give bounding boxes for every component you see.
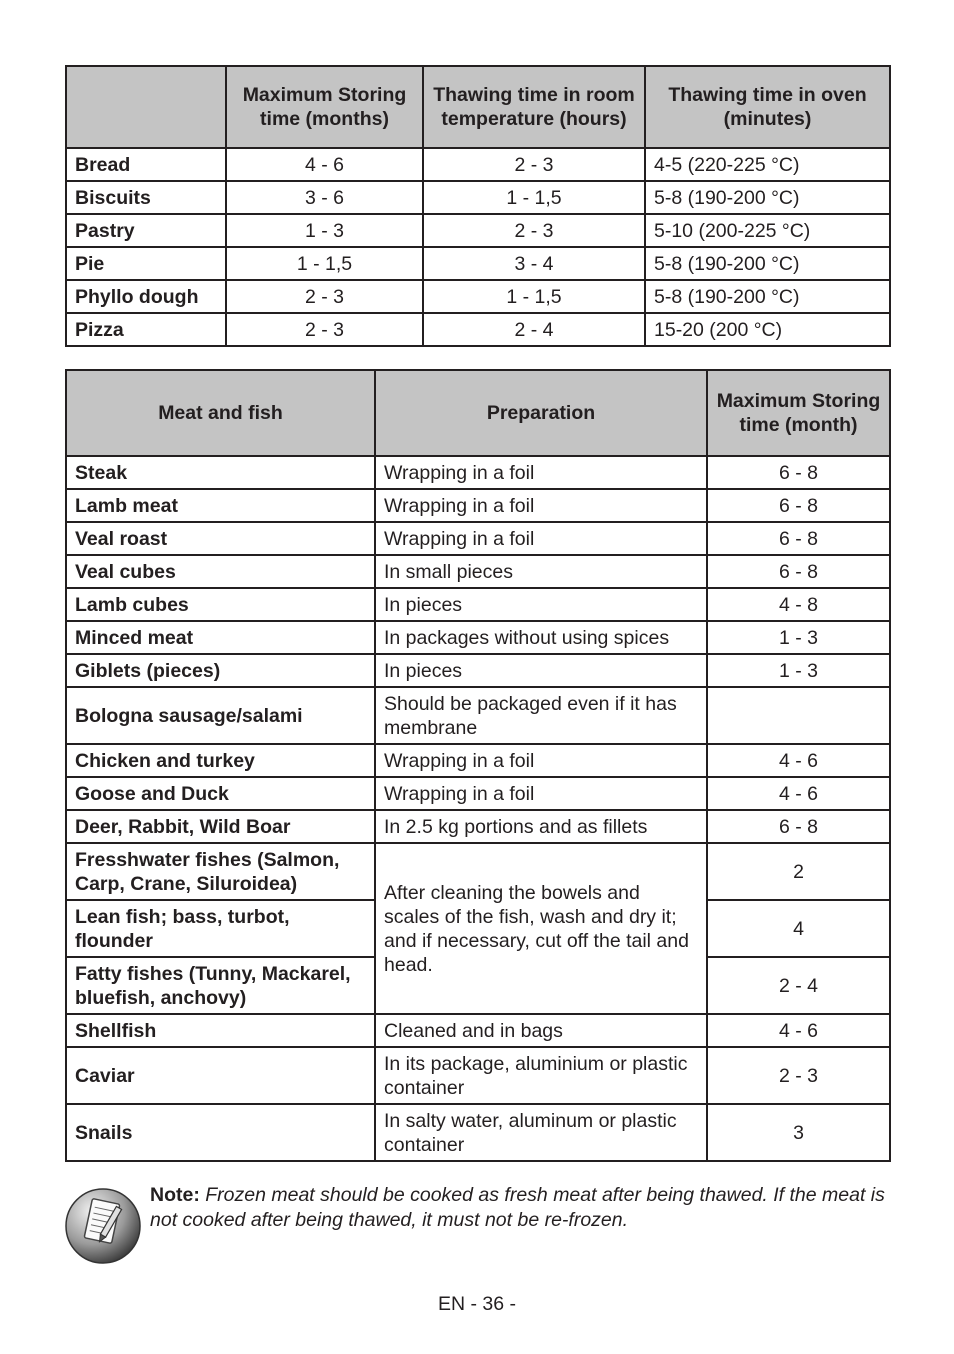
- table-row: [66, 181, 890, 214]
- table-row: [66, 588, 890, 621]
- storing-time: 4 - 8: [707, 588, 890, 621]
- table-row: [66, 555, 890, 588]
- item-name: Veal cubes: [66, 555, 375, 588]
- item-name: Goose and Duck: [66, 777, 375, 810]
- meat-fish-table: [65, 369, 891, 1162]
- oven-thawing-time: 15-20 (200 °C): [645, 313, 890, 346]
- preparation: Cleaned and in bags: [375, 1014, 707, 1047]
- item-name: Pie: [66, 247, 226, 280]
- oven-thawing-time: 5-8 (190-200 °C): [645, 247, 890, 280]
- page-number: EN - 36 -: [437, 1293, 517, 1315]
- room-thawing-time: 1 - 1,5: [423, 181, 645, 214]
- preparation: Should be packaged even if it has membrane: [375, 687, 707, 744]
- item-name: Fatty fishes (Tunny, Mackarel, bluefish, anchovy): [66, 957, 375, 1014]
- table-row: [66, 280, 890, 313]
- table-row: [66, 247, 890, 280]
- storing-time: [707, 687, 890, 744]
- item-name: Bologna sausage/salami: [66, 687, 375, 744]
- table-row: [66, 654, 890, 687]
- header-blank: [66, 66, 226, 148]
- item-name: Biscuits: [66, 181, 226, 214]
- item-name: Fresshwater fishes (Salmon, Carp, Crane, Siluroidea): [66, 843, 375, 900]
- header-max-storing-month: Maximum Storing time (month): [707, 370, 890, 456]
- table-row: [66, 810, 890, 843]
- item-name: Giblets (pieces): [66, 654, 375, 687]
- oven-thawing-time: 4-5 (220-225 °C): [645, 148, 890, 181]
- storing-time: 6 - 8: [707, 522, 890, 555]
- preparation: Wrapping in a foil: [375, 489, 707, 522]
- item-name: Deer, Rabbit, Wild Boar: [66, 810, 375, 843]
- storing-time: 3: [707, 1104, 890, 1161]
- notepad-pencil-icon: [64, 1187, 142, 1265]
- table-row: [66, 843, 890, 900]
- preparation: In its package, aluminium or plastic container: [375, 1047, 707, 1104]
- storing-time: 2 - 3: [707, 1047, 890, 1104]
- item-name: Pastry: [66, 214, 226, 247]
- header-preparation: Preparation: [375, 370, 707, 456]
- room-thawing-time: 2 - 3: [423, 148, 645, 181]
- item-name: Snails: [66, 1104, 375, 1161]
- table-row: [66, 687, 890, 744]
- table-row: [66, 1047, 890, 1104]
- preparation: Wrapping in a foil: [375, 456, 707, 489]
- table-row: [66, 744, 890, 777]
- table-row: [66, 621, 890, 654]
- thawing-table: [65, 65, 891, 347]
- storing-time: 4: [707, 900, 890, 957]
- storing-time: 2 - 3: [226, 280, 423, 313]
- storing-time: 6 - 8: [707, 489, 890, 522]
- item-name: Bread: [66, 148, 226, 181]
- storing-time: 1 - 3: [707, 621, 890, 654]
- storing-time: 6 - 8: [707, 456, 890, 489]
- oven-thawing-time: 5-8 (190-200 °C): [645, 280, 890, 313]
- storing-time: 4 - 6: [226, 148, 423, 181]
- table-row: [66, 214, 890, 247]
- item-name: Lamb meat: [66, 489, 375, 522]
- fish-preparation: After cleaning the bowels and scales of the fish, wash and dry it; and if necessary, cut off the tail and head.: [375, 843, 707, 1014]
- table-row: [66, 522, 890, 555]
- header-room-thawing: Thawing time in room temperature (hours): [423, 66, 645, 148]
- item-name: Shellfish: [66, 1014, 375, 1047]
- item-name: Chicken and turkey: [66, 744, 375, 777]
- table-row: [66, 456, 890, 489]
- item-name: Steak: [66, 456, 375, 489]
- item-name: Phyllo dough: [66, 280, 226, 313]
- header-meat-fish: Meat and fish: [66, 370, 375, 456]
- preparation: In pieces: [375, 588, 707, 621]
- preparation: In small pieces: [375, 555, 707, 588]
- storing-time: 4 - 6: [707, 1014, 890, 1047]
- storing-time: 1 - 3: [226, 214, 423, 247]
- storing-time: 4 - 6: [707, 744, 890, 777]
- item-name: Lean fish; bass, turbot, flounder: [66, 900, 375, 957]
- note-box: [64, 1183, 890, 1263]
- note-label: Note:: [150, 1184, 200, 1206]
- header-oven-thawing: Thawing time in oven (minutes): [645, 66, 890, 148]
- preparation: In pieces: [375, 654, 707, 687]
- preparation: In salty water, aluminum or plastic container: [375, 1104, 707, 1161]
- table-row: [66, 1014, 890, 1047]
- storing-time: 4 - 6: [707, 777, 890, 810]
- table-row: [66, 313, 890, 346]
- item-name: Veal roast: [66, 522, 375, 555]
- storing-time: 1 - 3: [707, 654, 890, 687]
- room-thawing-time: 3 - 4: [423, 247, 645, 280]
- preparation: Wrapping in a foil: [375, 744, 707, 777]
- table-row: [66, 148, 890, 181]
- preparation: Wrapping in a foil: [375, 777, 707, 810]
- note-text: [150, 1183, 895, 1233]
- preparation: In packages without using spices: [375, 621, 707, 654]
- meat-fish-table-header: [66, 370, 890, 456]
- item-name: Minced meat: [66, 621, 375, 654]
- thawing-table-header: [66, 66, 890, 148]
- item-name: Caviar: [66, 1047, 375, 1104]
- room-thawing-time: 1 - 1,5: [423, 280, 645, 313]
- storing-time: 2 - 4: [707, 957, 890, 1014]
- preparation: Wrapping in a foil: [375, 522, 707, 555]
- room-thawing-time: 2 - 3: [423, 214, 645, 247]
- table-row: [66, 489, 890, 522]
- storing-time: 2: [707, 843, 890, 900]
- storing-time: 6 - 8: [707, 810, 890, 843]
- table-row: [66, 1104, 890, 1161]
- item-name: Lamb cubes: [66, 588, 375, 621]
- note-body: Frozen meat should be cooked as fresh meat after being thawed. If the meat is not cooked after being thawed, it must not be re-frozen.: [150, 1184, 885, 1231]
- oven-thawing-time: 5-10 (200-225 °C): [645, 214, 890, 247]
- header-max-storing: Maximum Storing time (months): [226, 66, 423, 148]
- item-name: Pizza: [66, 313, 226, 346]
- oven-thawing-time: 5-8 (190-200 °C): [645, 181, 890, 214]
- room-thawing-time: 2 - 4: [423, 313, 645, 346]
- storing-time: 3 - 6: [226, 181, 423, 214]
- storing-time: 2 - 3: [226, 313, 423, 346]
- preparation: In 2.5 kg portions and as fillets: [375, 810, 707, 843]
- table-row: [66, 777, 890, 810]
- storing-time: 6 - 8: [707, 555, 890, 588]
- storing-time: 1 - 1,5: [226, 247, 423, 280]
